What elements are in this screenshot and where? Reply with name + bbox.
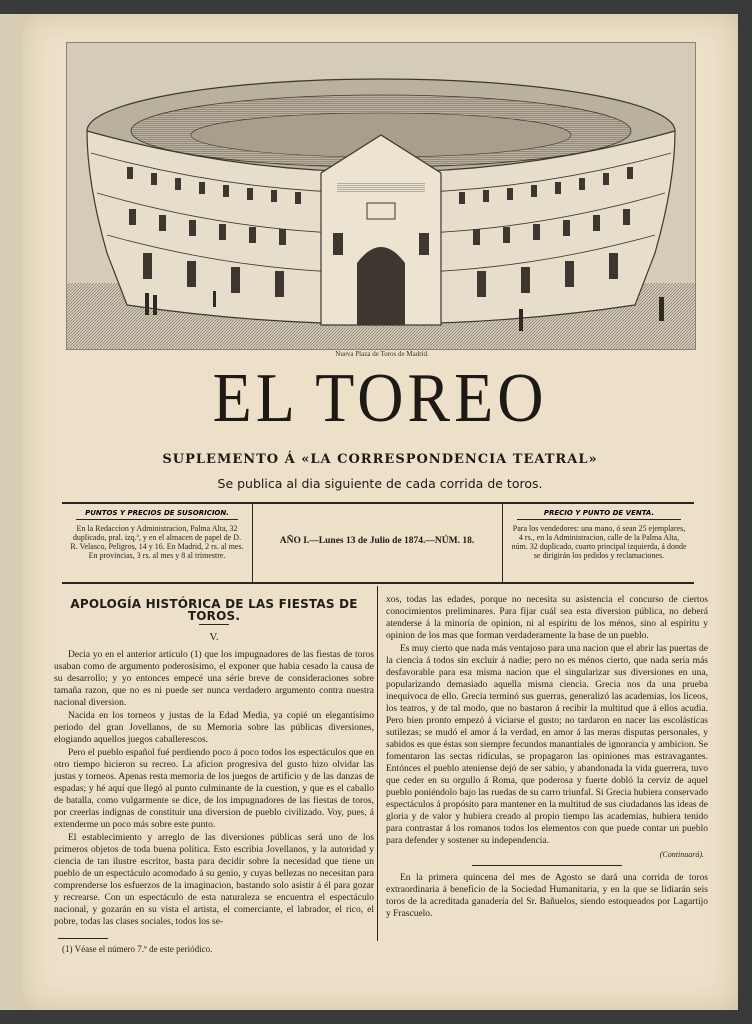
article-column-right bbox=[386, 594, 708, 921]
paragraph: xos, todas las edades, porque no necesita su asistencia el concurso de ciertos conocimientos preliminares. Para fijar cuál sea esta diversion pública, no deberá atenderse á la minoría de opinion, ni al espíritu de los ménos, sino al espíritu y opinion de los mas que forman verdaderamente la base de un pueblo. bbox=[386, 595, 708, 641]
subscription-text: En la Redaccion y Administracion, Palma Alta, 32 duplicado, pral. izq.ª, y en el almacen de papel de D. R. Velasco, Peligros, 14 y 16. En Madrid, 2 rs. al mes. En provincias, 3 rs. al mes y 8 al trimestre. bbox=[70, 524, 244, 560]
continued-note: (Continuará). bbox=[659, 850, 704, 859]
subscription-prices bbox=[62, 504, 253, 582]
footnote-rule bbox=[58, 938, 108, 939]
paragraph: Pero el pueblo español fué perdiendo poco á poco todos los espectáculos que en otro tiempo hicieron su recreo. La aficion progresiva del gusto hizo olvidar las justas y torneos. Apenas resta memoria de los juegos de artificio y de las danzas de espadas; y hé aquí que llegó al punto culminante de la cuestion, y que es el caballo de batalla, como vulgarmente se dice, de los impugnadores de las fiestas de toros, por creerlas indignas de constituir una diversion de pueblo civilizado. Voy, pues, á extenderme un poco más sobre este punto. bbox=[54, 748, 374, 830]
sale-heading: PRECIO Y PUNTO DE VENTA. bbox=[517, 509, 681, 520]
article-title: APOLOGÍA HISTÓRICA DE LAS FIESTAS DE TOROS. bbox=[70, 597, 358, 623]
issue-date-number: AÑO I.—Lunes 13 de Julio de 1874.—NÚM. 18. bbox=[279, 536, 475, 546]
masthead-tagline: Se publica al dia siguiente de cada corrida de toros. bbox=[217, 476, 543, 491]
paragraph: Decia yo en el anterior artículo (1) que los impugnadores de las fiestas de toros usaban como de argumento poderosísimo, el exponer que habia cesado la causa de su desarrollo; y yo entonces empecé una série breve de consideraciones sobre tamaña razon, que no es ni puede ser nunca verdadero argumento contra nuestra nacional diversion. bbox=[54, 650, 374, 708]
notice-paragraph: En la primera quincena del mes de Agosto se dará una corrida de toros extraordinaria á beneficio de la Sociedad Humanitaria, y en la que se lidiarán seis toros de la acreditada ganadería del Sr. Bañuelos, siendo estoqueados por Lagartijo y Frascuelo. bbox=[386, 873, 708, 919]
binding-edge bbox=[0, 14, 22, 1010]
bullring-engraving bbox=[66, 42, 696, 350]
subscription-heading: PUNTOS Y PRECIOS DE SUSORICION. bbox=[76, 509, 238, 520]
paragraph: El establecimiento y arreglo de las diversiones públicas será uno de los primeros objetos de toda buena política. Esto escribia Jovellanos, y la autoridad y ciencia de tan ilustre escritor, basta para decidir sobre la necesidad que tiene un pueblo de un espectáculo acomodado á su genio, y cuyas bellezas no necesitan para comprenderse los esfuerzos de la imaginacion, bastando solo asistir á él para gozar y recrearse. Con un espectáculo de esta naturaleza se encuentra el espectáculo nacional, y gozarán en su vista el artista, el comerciante, el labrador, el rico, el pobre, todas las clases sociales, todos los se- bbox=[54, 833, 374, 927]
newspaper-page bbox=[22, 14, 738, 1010]
masthead-title: EL TOREO bbox=[212, 358, 548, 437]
footnote: (1) Véase el número 7.º de este periódico. bbox=[62, 944, 213, 954]
issue-info bbox=[252, 504, 502, 582]
sale-prices bbox=[502, 504, 695, 582]
subscription-info-bar bbox=[62, 502, 694, 584]
paragraph: Es muy cierto que nada más ventajoso para una nacion que el abrir las puertas de la ciencia á todos sin excluir á nadie; pero no es ménos cierto, que nada seria más desfavorable para esa misma nacion que el singularizar sus diversiones en una, popularizando demasiado aquella misma ciencia. Grecia nos da una prueba inequívoca de ello. Grecia terminó sus guerras, generalizó las academias, los liceos, los teatros, y de tal modo, que no bastaron á recibir la multitud que á ellos acudia. Pero bien pronto empezó á viciarse el gusto; no tardaron en nacer las escolásticas sutilezas; se mudó el amor á la verdad, en amor á las meras disputas personales, y sabidos es que éstas son siempre fecundos manantiales de ignorancia y ambicion. Se fomentaron las sectas ridículas, se propagaron las opiniones mas estravagantes. Entónces el pueblo ateniense dejó de ser sabio, y abandonada la vida guerrera, tuvo que ceder en su orgullo á Roma, que poderosa y fuerte dobló la cerviz de aquel pueblo poniéndolo bajo las ruedas de su carro triunfal. Si Grecia hubiera conservado espectáculos á propósito para mantener en la multitud de sus ciudadanos las ideas de gloria y de valor y hubiera creado al propio tiempo las academias, hubiera tenido para contrastar á los romanos todos los elementos con que puede contar un pueblo para defender y sostener su independencia. bbox=[386, 644, 708, 846]
column-divider bbox=[377, 586, 378, 941]
sale-text: Para los vendedores: una mano, ó sean 25 ejemplares, 4 rs., en la Administracion, calle de la Palma Alta, núm. 32 duplicado, cuarto principal izquierda, á donde se dirigirán los pedidos y reclamaciones. bbox=[511, 524, 687, 560]
separator-rule bbox=[472, 865, 622, 866]
title-rule bbox=[199, 624, 229, 625]
article-column-left bbox=[54, 594, 374, 929]
section-number: V. bbox=[209, 631, 219, 643]
engraving-caption: Nueva Plaza de Toros de Madrid. bbox=[335, 350, 429, 358]
paragraph: Nacida en los torneos y justas de la Edad Media, ya copié un elegantísimo período del gran Jovellanos, de su Memoria sobre las públicas diversiones, elogiando aquellos juegos caballerescos. bbox=[54, 711, 374, 745]
masthead-subtitle: SUPLEMENTO Á «LA CORRESPONDENCIA TEATRAL» bbox=[162, 452, 598, 467]
